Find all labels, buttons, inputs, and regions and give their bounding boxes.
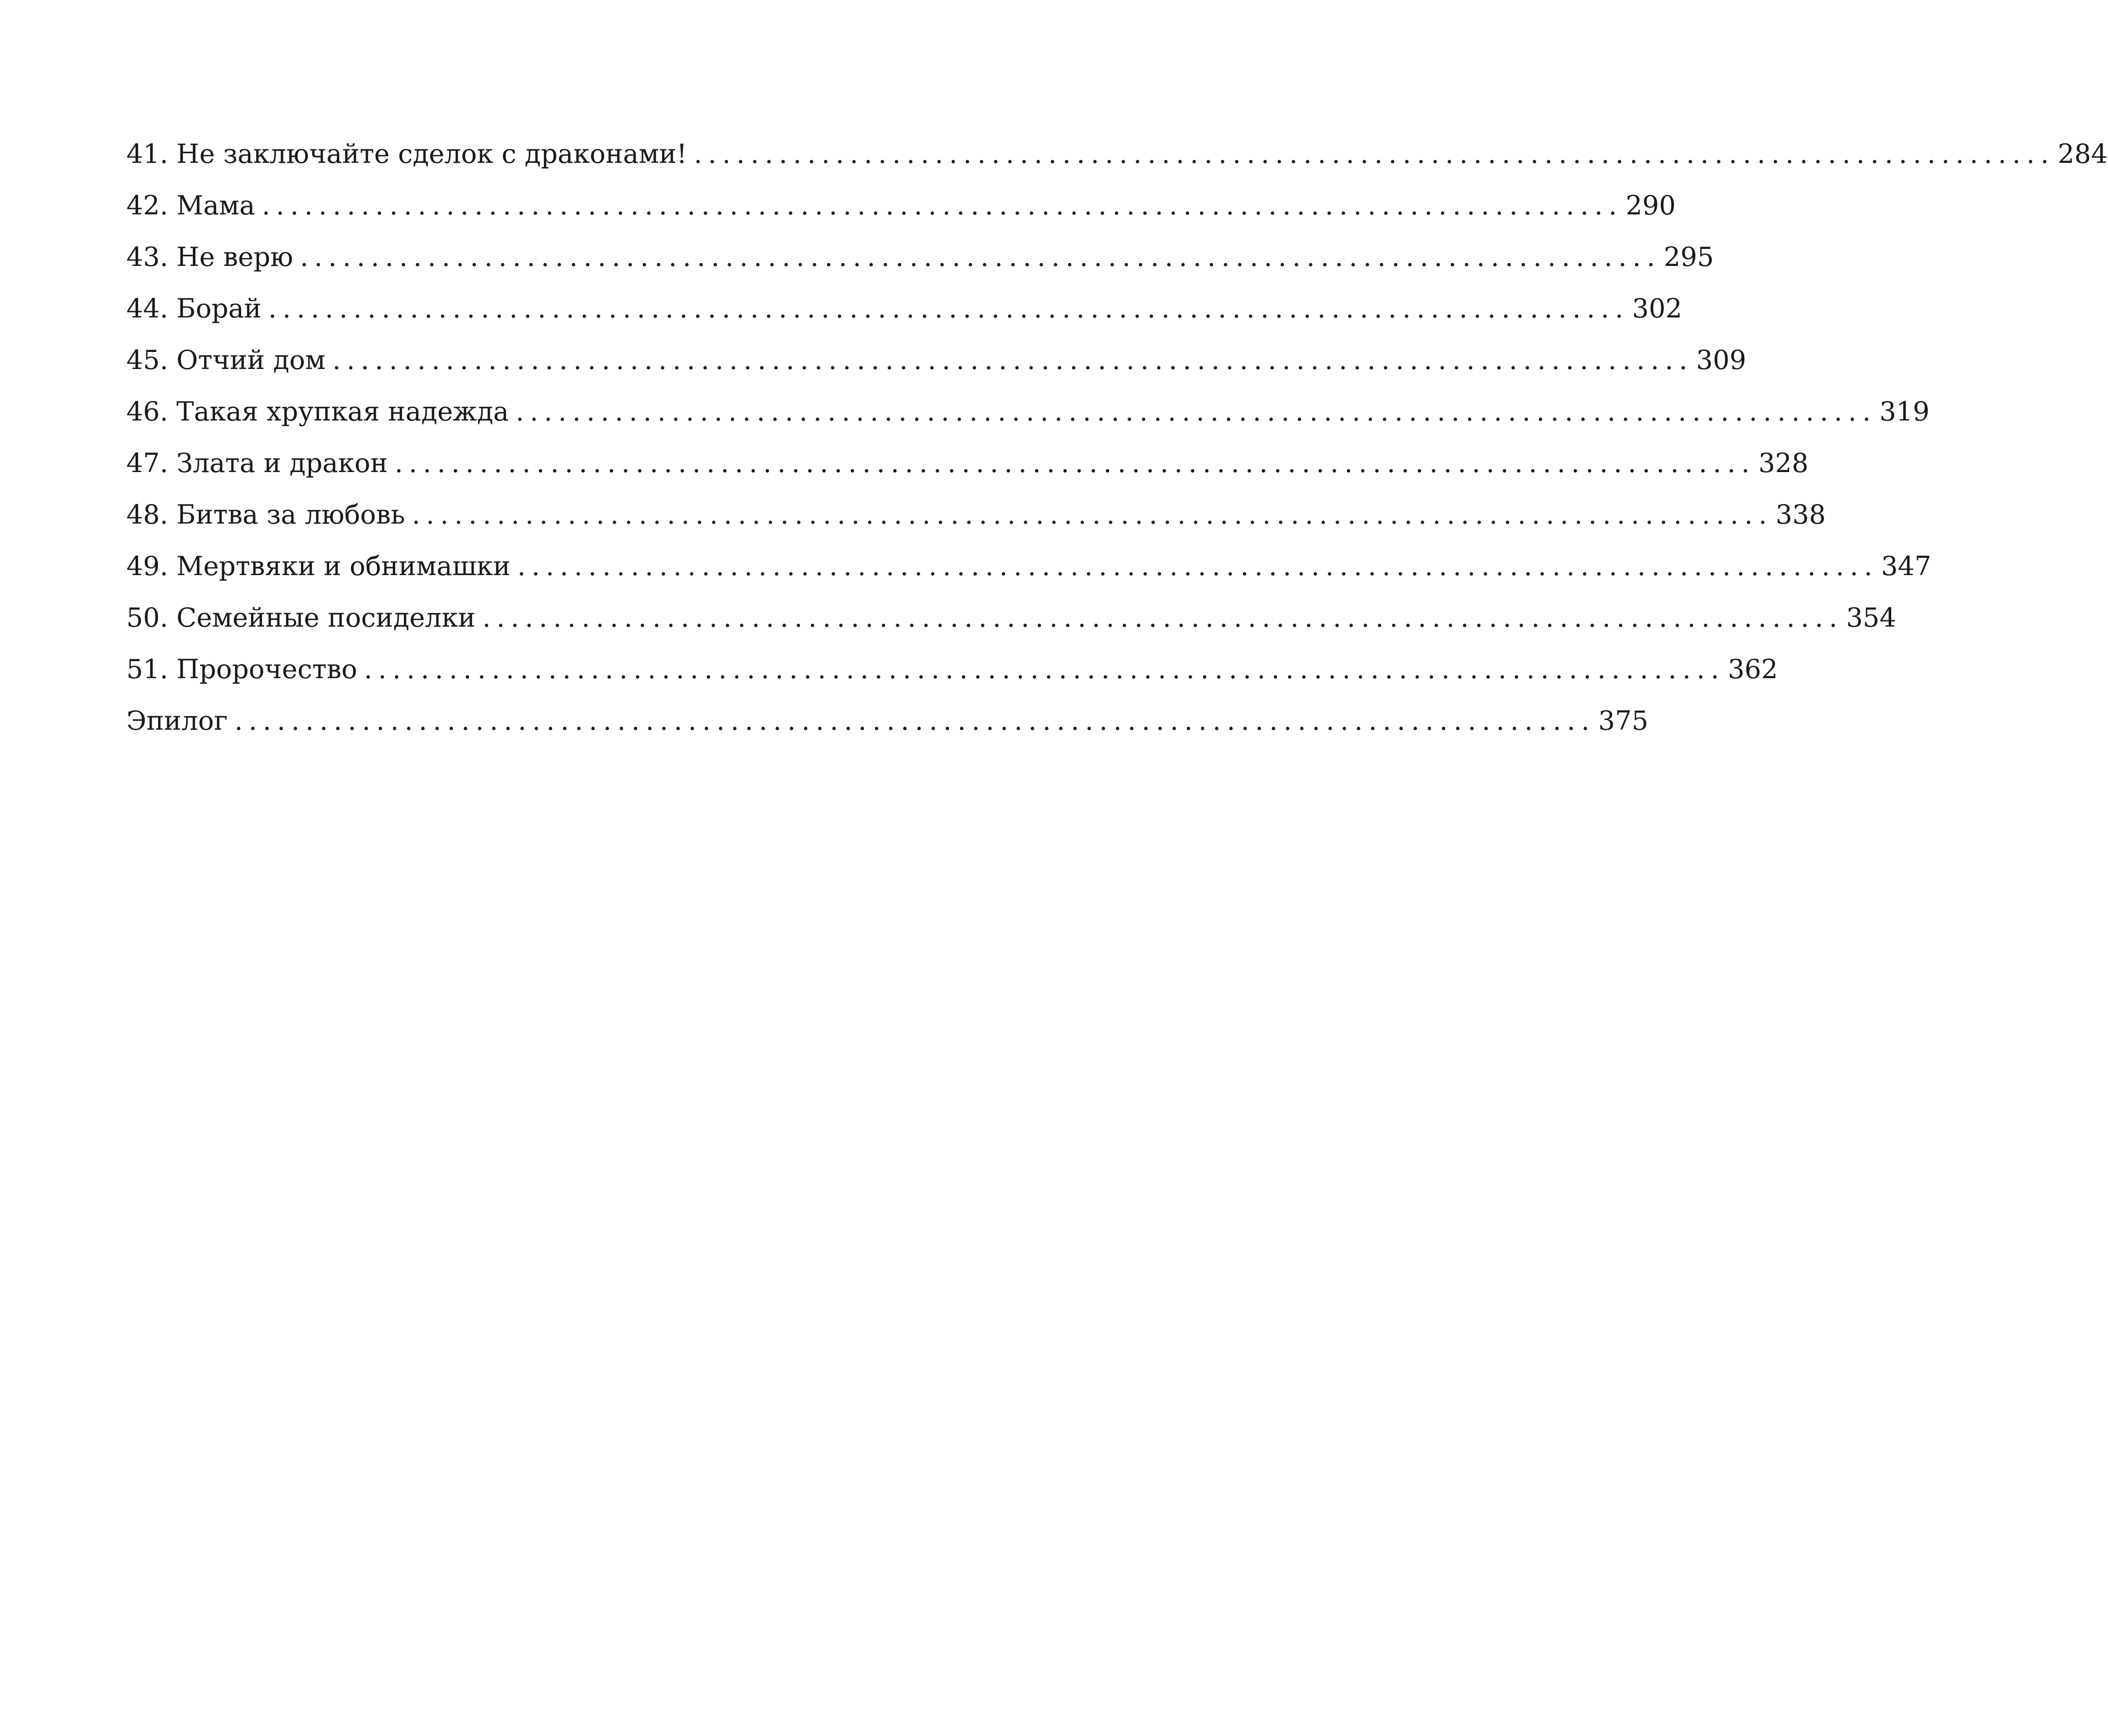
toc-entry-page: 284	[2055, 128, 2108, 180]
toc-entry-page: 295	[1661, 231, 1714, 283]
toc-entry-title: 45. Отчий дом	[126, 334, 332, 386]
table-of-contents	[126, 128, 2108, 747]
toc-entry-title: 50. Семейные посиделки	[126, 592, 482, 644]
toc-entry	[126, 128, 2108, 180]
toc-entry-page: 362	[1725, 644, 1778, 695]
toc-leader-dots: ................................................................................................	[364, 654, 1725, 684]
toc-leader-dots: ................................................................................................	[268, 293, 1629, 324]
toc-entry-title: 51. Пророчество	[126, 644, 364, 695]
toc-entry-page: 375	[1595, 695, 1648, 747]
toc-entry-page: 354	[1843, 592, 1896, 644]
toc-leader-dots: ................................................................................................	[234, 705, 1596, 736]
toc-entry	[126, 334, 1746, 386]
toc-entry-page: 290	[1623, 180, 1676, 231]
toc-entry-page: 319	[1877, 386, 1930, 438]
toc-entry-title: 48. Битва за любовь	[126, 489, 412, 541]
toc-entry-page: 302	[1629, 283, 1682, 334]
toc-leader-dots: ................................................................................................	[332, 345, 1693, 375]
toc-entry-page: 309	[1693, 334, 1746, 386]
toc-entry	[126, 386, 1930, 438]
toc-entry	[126, 180, 1676, 231]
toc-leader-dots: ................................................................................................	[694, 139, 2055, 169]
toc-entry-page: 338	[1773, 489, 1826, 541]
toc-leader-dots: ................................................................................................	[515, 396, 1877, 427]
toc-leader-dots: ................................................................................................	[394, 448, 1756, 478]
toc-entry-title: 41. Не заключайте сделок с драконами!	[126, 128, 694, 180]
toc-entry-title: 49. Мертвяки и обнимашки	[126, 541, 517, 592]
toc-leader-dots: ................................................................................................	[261, 190, 1623, 221]
toc-entry	[126, 541, 1932, 592]
toc-entry	[126, 283, 1682, 334]
toc-entry	[126, 489, 1826, 541]
toc-entry-title: 44. Борай	[126, 283, 268, 334]
toc-entry	[126, 438, 1809, 489]
toc-entry	[126, 695, 1649, 747]
toc-entry-title: 42. Мама	[126, 180, 262, 231]
toc-entry-title: 47. Злата и дракон	[126, 438, 395, 489]
toc-entry-title: 43. Не верю	[126, 231, 300, 283]
toc-leader-dots: ................................................................................................	[412, 499, 1773, 530]
toc-entry-page: 328	[1756, 438, 1809, 489]
toc-entry-title: Эпилог	[126, 695, 234, 747]
toc-leader-dots: ................................................................................................	[300, 242, 1661, 272]
toc-entry	[126, 231, 1714, 283]
toc-leader-dots: ................................................................................................	[482, 602, 1844, 633]
toc-entry	[126, 644, 1778, 695]
toc-entry	[126, 592, 1897, 644]
toc-leader-dots: ................................................................................................	[517, 551, 1879, 581]
toc-entry-title: 46. Такая хрупкая надежда	[126, 386, 516, 438]
toc-entry-page: 347	[1878, 541, 1931, 592]
